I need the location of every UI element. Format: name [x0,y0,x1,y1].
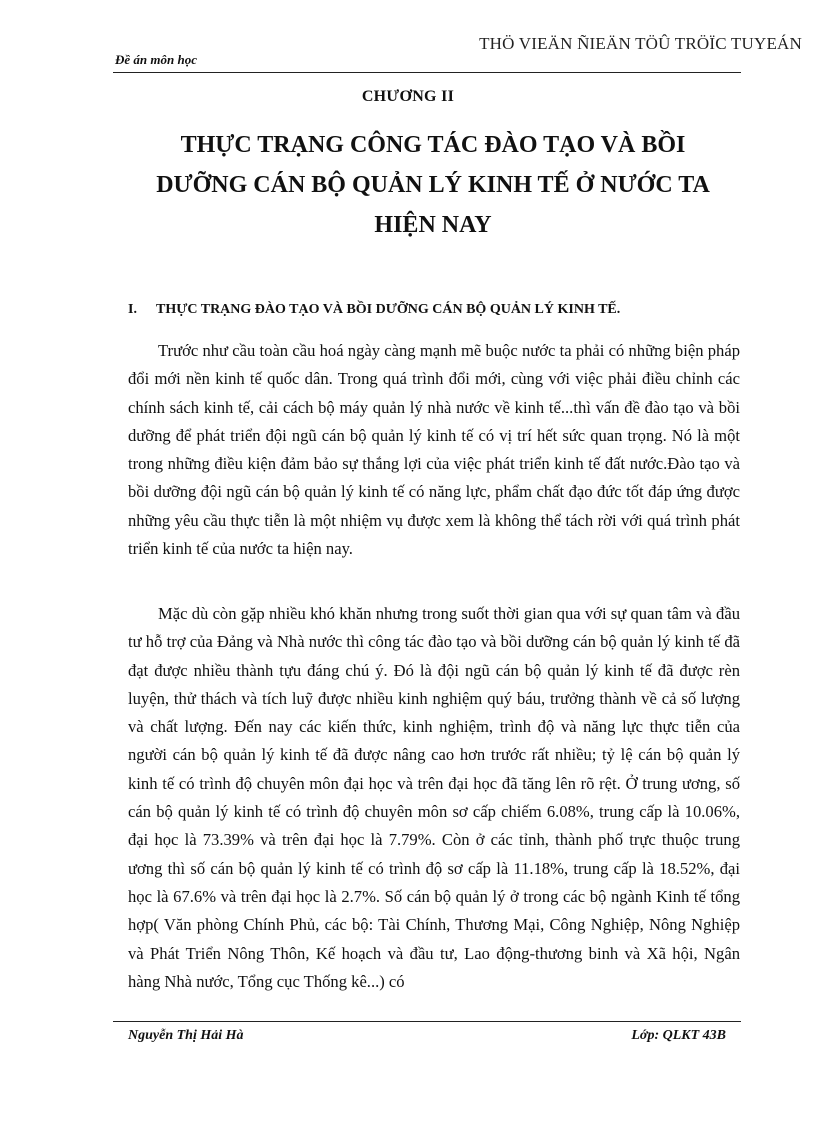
body-paragraph-1-text: Trước như cầu toàn cầu hoá ngày càng mạnh mẽ buộc nước ta phải có những biện pháp đổi mới nền kinh tế quốc dân. Trong quá trình đổi mới, cùng với việc phải điều chỉnh các chính sách kinh tế, cải cách bộ máy quản lý nhà nước về kinh tế...thì vấn đề đào tạo và bồi dưỡng để phát triển đội ngũ cán bộ quản lý kinh tế có vị trí hết sức quan trọng. Nó là một trong những điều kiện đảm bảo sự thắng lợi của việc phát triển kinh tế đất nước.Đào tạo và bồi dưỡng đội ngũ cán bộ quản lý kinh tế có năng lực, phẩm chất đạo đức tốt đáp ứng được những yêu cầu thực tiễn là một nhiệm vụ được xem là không thể tách rời với quá trình phát triển kinh tế của nước ta hiện nay. [128,341,740,559]
chapter-title-line-2: DƯỠNG CÁN BỘ QUẢN LÝ KINH TẾ Ở NƯỚC TA [156,172,710,198]
body-paragraph-1 [128,337,740,563]
footer-divider [113,1021,741,1022]
footer-author: Nguyễn Thị Hải Hà [128,1028,244,1043]
section-heading [128,302,620,318]
chapter-label: CHƯƠNG II [361,88,455,105]
footer-class: Lớp: QLKT 43B [631,1028,726,1043]
section-title: THỰC TRẠNG ĐÀO TẠO VÀ BỒI DƯỠNG CÁN BỘ QUẢN LÝ KINH TẾ. [156,302,621,317]
header-course-label: Đề án môn học [115,52,197,67]
chapter-title-line-1: THỰC TRẠNG CÔNG TÁC ĐÀO TẠO VÀ BỒI [180,132,686,158]
chapter-title-line-3: HIỆN NAY [374,212,492,238]
body-paragraph-2 [128,600,740,996]
section-number: I. [128,302,137,317]
chapter-title [100,125,766,245]
body-paragraph-2-text: Mặc dù còn gặp nhiều khó khăn nhưng trong suốt thời gian qua với sự quan tâm và đầu tư hỗ trợ của Đảng và Nhà nước thì công tác đào tạo và bồi dưỡng cán bộ quản lý kinh tế đã đạt được nhiều thành tựu đáng chú ý. Đó là đội ngũ cán bộ quản lý kinh tế đã được rèn luyện, thử thách và tích luỹ được nhiều kinh nghiệm quý báu, trưởng thành về cả số lượng và chất lượng. Đến nay các kiến thức, kinh nghiệm, trình độ và năng lực thực tiễn của người cán bộ quản lý kinh tế đã được nâng cao hơn trước rất nhiều; tỷ lệ cán bộ quản lý kinh tế có trình độ chuyên môn đại học và trên đại học đã tăng lên rõ rệt. Ở trung ương, số cán bộ quản lý kinh tế có trình độ chuyên môn sơ cấp chiếm 6.08%, trung cấp là 10.06%, đại học là 73.39% và trên đại học là 7.79%. Còn ở các tỉnh, thành phố trực thuộc trung ương thì số cán bộ quản lý kinh tế có trình độ sơ cấp là 11.18%, trung cấp là 18.52%, đại học là 67.6% và trên đại học là 2.7%. Số cán bộ quản lý ở trong các bộ ngành Kinh tế tổng hợp( Văn phòng Chính Phủ, các bộ: Tài Chính, Thương Mại, Công Nghiệp, Nông Nghiệp và Phát Triển Nông Thôn, Kế hoạch và đầu tư, Lao động-thương binh và Xã hội, Ngân hàng Nhà nước, Tổng cục Thống kê...) có [128,604,740,991]
header-divider [113,72,741,73]
watermark-text: THÖ VIEÄN ÑIEÄN TÖÛ TRÖÏC TUYEÁN [479,34,802,53]
